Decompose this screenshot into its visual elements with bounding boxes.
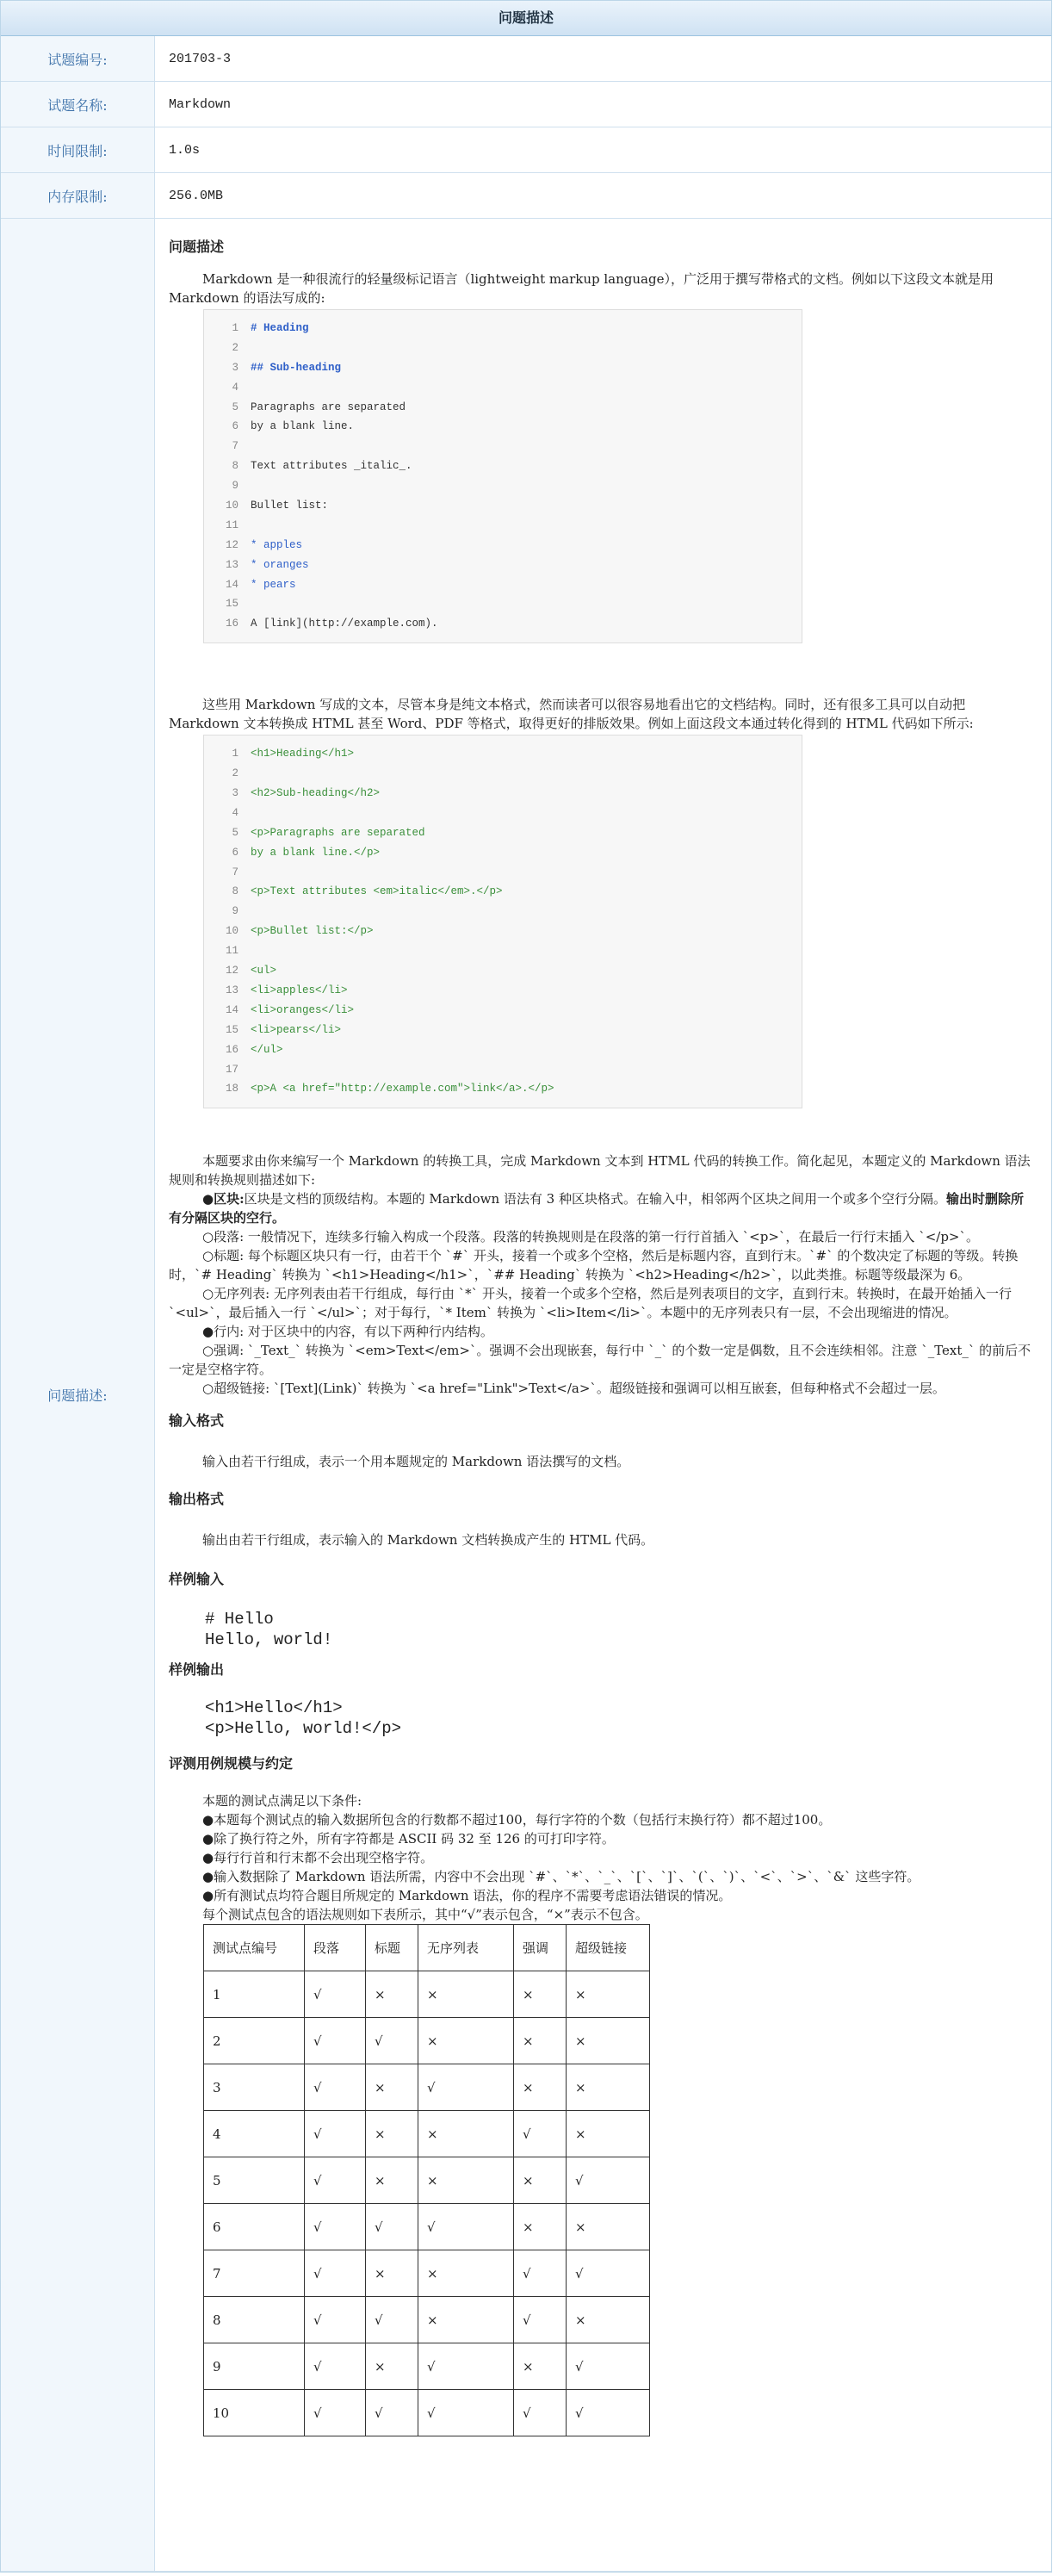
code-text: ## Sub-heading (251, 361, 342, 374)
table-header-cell: 无序列表 (418, 1925, 514, 1971)
table-row (204, 2343, 650, 2390)
line-number: 10 (225, 925, 238, 938)
table-cell: √ (567, 2157, 650, 2204)
table-header-cell: 超级链接 (567, 1925, 650, 1971)
table-cell: √ (514, 2111, 567, 2157)
table-cell: × (418, 2018, 514, 2064)
info-label: 试题名称: (1, 82, 155, 127)
paragraph: Markdown 是一种很流行的轻量级标记语言（lightweight markup language），广泛用于撰写带格式的文档。例如以下这段文本就是用 Markdown 的语法写成的: (169, 271, 994, 306)
line-number: 16 (225, 1043, 238, 1056)
table-cell: √ (305, 2390, 366, 2436)
code-line (204, 417, 802, 437)
line-number: 4 (232, 806, 238, 819)
table-header-cell: 标题 (366, 1925, 418, 1971)
code-line (204, 823, 802, 843)
info-row-memory (1, 173, 1051, 219)
code-line (204, 338, 802, 358)
table-cell: √ (418, 2343, 514, 2390)
table-cell: × (366, 2343, 418, 2390)
line-number: 2 (232, 341, 238, 354)
code-line (204, 536, 802, 556)
table-cell: √ (418, 2204, 514, 2250)
table-header-row (204, 1925, 650, 1971)
table-cell: × (366, 2064, 418, 2111)
table-cell: × (514, 2018, 567, 2064)
table-cell: × (366, 1971, 418, 2018)
rule-item (169, 1189, 1032, 1227)
code-line (204, 398, 802, 418)
code-line (204, 1079, 802, 1099)
code-line (204, 784, 802, 804)
code-text: <li>oranges</li> (251, 1003, 355, 1016)
table-cell: √ (366, 2204, 418, 2250)
code-text: <p>A <a href="http://example.com">link</a>.</p> (251, 1083, 554, 1096)
table-row (204, 2390, 650, 2436)
line-number: 8 (232, 885, 238, 898)
table-cell: 10 (204, 2390, 305, 2436)
code-text: A [link](http://example.com). (251, 618, 438, 630)
section-title: 输出格式 (169, 1491, 225, 1508)
table-cell: 1 (204, 1971, 305, 2018)
paragraph: 本题要求由你来编写一个 Markdown 的转换工具，完成 Markdown 文本到 HTML 代码的转换工作。简化起见，本题定义的 Markdown 语法规则和转换规则描述如下: (169, 1153, 1031, 1189)
rule-item: ●行内: 对于区块中的内容，有以下两种行内结构。 (202, 1324, 493, 1340)
line-number: 13 (225, 558, 238, 571)
table-header-cell: 段落 (305, 1925, 366, 1971)
table-cell: × (514, 2343, 567, 2390)
code-line (204, 902, 802, 922)
line-number: 6 (232, 420, 238, 433)
info-value: 201703-3 (169, 51, 232, 66)
line-number: 11 (225, 945, 238, 958)
line-number: 10 (225, 500, 238, 512)
sample-line: <p>Hello, world!</p> (205, 1719, 402, 1739)
code-line (204, 922, 802, 941)
table-cell: 2 (204, 2018, 305, 2064)
code-line (204, 843, 802, 863)
table-cell: 5 (204, 2157, 305, 2204)
section-title: 问题描述 (169, 239, 225, 255)
table-row (204, 2018, 650, 2064)
table-cell: √ (514, 2250, 567, 2297)
paragraph: 本题的测试点满足以下条件: (202, 1793, 362, 1809)
table-cell: √ (418, 2064, 514, 2111)
table-row (204, 2250, 650, 2297)
info-label: 内存限制: (1, 173, 155, 218)
code-line (204, 456, 802, 476)
info-value: 256.0MB (169, 188, 224, 203)
line-number: 9 (232, 905, 238, 918)
table-header-cell: 强调 (514, 1925, 567, 1971)
code-text: * oranges (251, 558, 309, 571)
description-label: 问题描述: (1, 219, 155, 2571)
line-number: 15 (225, 1023, 238, 1036)
code-line (204, 1021, 802, 1040)
table-cell: 3 (204, 2064, 305, 2111)
line-number: 12 (225, 965, 238, 978)
code-line (204, 744, 802, 764)
info-value: 1.0s (169, 142, 201, 158)
code-line (204, 378, 802, 398)
sample-input (169, 1609, 1032, 1650)
table-row (204, 1971, 650, 2018)
line-number: 5 (232, 826, 238, 839)
table-cell: × (366, 2111, 418, 2157)
table-cell: × (418, 2297, 514, 2343)
code-line (204, 556, 802, 575)
table-cell: √ (305, 2297, 366, 2343)
table-cell: × (567, 2064, 650, 2111)
rule-item: ●所有测试点均符合题目所规定的 Markdown 语法，你的程序不需要考虑语法错误的情况。 (202, 1888, 732, 1904)
rule-item: ○强调: `_Text_` 转换为 `<em>Text</em>`。强调不会出现嵌套，每行中 `_` 的个数一定是偶数，且不会连续相邻。注意 `_Text_` 的前后不一定是空格字符。 (169, 1343, 1031, 1378)
table-cell: 6 (204, 2204, 305, 2250)
table-row (204, 2111, 650, 2157)
table-cell: √ (514, 2297, 567, 2343)
rule-item: ○标题: 每个标题区块只有一行，由若干个 `#` 开头，接着一个或多个空格，然后是标题内容，直到行末。`#` 的个数决定了标题的等级。转换时，`# Heading` 转换为 `<h1>Heading</h1>`，`## Heading` 转换为 `<h2>Heading</h2>`，以此类推。标题等级最深为 6。 (169, 1248, 1019, 1283)
table-cell: √ (567, 2343, 650, 2390)
table-cell: × (514, 2157, 567, 2204)
code-line (204, 1040, 802, 1060)
table-cell: × (418, 2157, 514, 2204)
code-line (204, 358, 802, 378)
description-row (1, 219, 1051, 2572)
rule-item: ○段落: 一般情况下，连续多行输入构成一个段落。段落的转换规则是在段落的第一行行首插入 `<p>`，在最后一行行末插入 `</p>`。 (202, 1229, 979, 1245)
table-cell: √ (567, 2390, 650, 2436)
table-cell: 9 (204, 2343, 305, 2390)
code-block-html (203, 735, 802, 1108)
info-label: 试题编号: (1, 36, 155, 81)
code-line (204, 941, 802, 961)
line-number: 4 (232, 381, 238, 394)
section-title: 样例输出 (169, 1661, 225, 1679)
code-line (204, 496, 802, 516)
code-block-markdown (203, 309, 802, 643)
table-cell: × (366, 2157, 418, 2204)
line-number: 15 (225, 598, 238, 611)
table-cell: √ (567, 2250, 650, 2297)
code-line (204, 516, 802, 536)
rule-bold: 输出时删除所有分隔区块的空行。 (169, 1191, 1024, 1226)
table-cell: √ (514, 2390, 567, 2436)
code-text: </ul> (251, 1043, 283, 1056)
code-text: * apples (251, 538, 303, 551)
table-cell: × (567, 2204, 650, 2250)
table-cell: 7 (204, 2250, 305, 2297)
table-cell: × (514, 2064, 567, 2111)
line-number: 7 (232, 440, 238, 453)
sample-line: Hello, world! (205, 1630, 333, 1650)
code-text: by a blank line.</p> (251, 846, 381, 859)
code-line (204, 863, 802, 883)
paragraph: 输入由若干行组成，表示一个用本题规定的 Markdown 语法撰写的文档。 (202, 1454, 630, 1470)
table-cell: √ (305, 2204, 366, 2250)
line-number: 14 (225, 578, 238, 591)
code-text: <p>Bullet list:</p> (251, 925, 374, 938)
line-number: 5 (232, 400, 238, 413)
code-line (204, 437, 802, 456)
code-line (204, 1060, 802, 1080)
table-cell: √ (305, 2343, 366, 2390)
table-row (204, 2204, 650, 2250)
line-number: 12 (225, 538, 238, 551)
rule-item: 每个测试点包含的语法规则如下表所示，其中“√”表示包含，“×”表示不包含。 (202, 1907, 648, 1923)
code-line (204, 981, 802, 1001)
coverage-table (203, 1924, 650, 2436)
table-cell: × (514, 2204, 567, 2250)
section-title: 评测用例规模与约定 (169, 1755, 294, 1772)
table-cell: √ (305, 2250, 366, 2297)
code-line (204, 961, 802, 981)
description-content (155, 219, 1051, 2571)
code-text: by a blank line. (251, 420, 355, 433)
code-text: <h1>Heading</h1> (251, 748, 355, 760)
line-number: 3 (232, 787, 238, 800)
info-row-id (1, 36, 1051, 82)
table-cell: 8 (204, 2297, 305, 2343)
code-text: <p>Text attributes <em>italic</em>.</p> (251, 885, 503, 898)
rule-text: 区块是文档的顶级结构。本题的 Markdown 语法有 3 种区块格式。在输入中，相邻两个区块之间用一个或多个空行分隔。 (244, 1191, 946, 1207)
rule-item: ○无序列表: 无序列表由若干行组成，每行由 `*` 开头，接着一个或多个空格，然后是列表项目的文字，直到行末。转换时，在最开始插入一行 `<ul>`，最后插入一行 `</ul>`；对于每行，`* Item` 转换为 `<li>Item</li>`。本题中的无序列表只有一层，不会出现缩进的情况。 (169, 1286, 1012, 1321)
line-number: 6 (232, 846, 238, 859)
table-cell: √ (366, 2297, 418, 2343)
sample-line: # Hello (205, 1610, 274, 1629)
rule-item: ○超级链接: `[Text](Link)` 转换为 `<a href="Link">Text</a>`。超级链接和强调可以相互嵌套，但每种格式不会超过一层。 (202, 1381, 945, 1397)
table-cell: √ (366, 2018, 418, 2064)
table-cell: √ (305, 1971, 366, 2018)
table-cell: × (514, 1971, 567, 2018)
table-cell: × (567, 2111, 650, 2157)
line-number: 7 (232, 866, 238, 878)
section-title: 样例输入 (169, 1571, 225, 1588)
line-number: 14 (225, 1003, 238, 1016)
table-cell: × (366, 2250, 418, 2297)
rule-bold: ●区块: (202, 1191, 245, 1207)
table-cell: √ (305, 2157, 366, 2204)
page-header: 问题描述 (1, 1, 1051, 36)
info-row-time (1, 127, 1051, 173)
code-text: Text attributes _italic_. (251, 460, 412, 473)
sample-output (169, 1698, 1032, 1739)
table-cell: × (418, 1971, 514, 2018)
line-number: 18 (225, 1083, 238, 1096)
line-number: 17 (225, 1063, 238, 1076)
code-line (204, 1001, 802, 1021)
table-cell: √ (305, 2111, 366, 2157)
table-cell: × (567, 1971, 650, 2018)
table-cell: × (418, 2111, 514, 2157)
line-number: 2 (232, 767, 238, 780)
line-number: 16 (225, 618, 238, 630)
table-cell: × (567, 2297, 650, 2343)
code-text: <h2>Sub-heading</h2> (251, 787, 381, 800)
rule-item: ●除了换行符之外，所有字符都是 ASCII 码 32 至 126 的可打印字符。 (202, 1831, 615, 1847)
table-cell: √ (305, 2018, 366, 2064)
info-value: Markdown (169, 96, 232, 112)
code-line (204, 804, 802, 823)
table-cell: × (418, 2250, 514, 2297)
table-header-cell: 测试点编号 (204, 1925, 305, 1971)
line-number: 13 (225, 984, 238, 996)
code-text: Bullet list: (251, 500, 329, 512)
code-text: # Heading (251, 322, 309, 334)
code-line (204, 319, 802, 338)
code-text: <ul> (251, 965, 277, 978)
code-line (204, 594, 802, 614)
info-label: 时间限制: (1, 127, 155, 172)
rule-item: ●本题每个测试点的输入数据所包含的行数都不超过100，每行字符的个数（包括行末换行符）都不超过100。 (202, 1812, 832, 1828)
line-number: 3 (232, 361, 238, 374)
line-number: 11 (225, 518, 238, 531)
code-line (204, 614, 802, 634)
line-number: 9 (232, 480, 238, 493)
section-title: 输入格式 (169, 1412, 225, 1430)
table-row (204, 2297, 650, 2343)
code-text: <li>pears</li> (251, 1023, 342, 1036)
paragraph: 输出由若干行组成，表示输入的 Markdown 文档转换成产生的 HTML 代码。 (202, 1532, 654, 1549)
line-number: 8 (232, 460, 238, 473)
code-text: <p>Paragraphs are separated (251, 826, 425, 839)
sample-line: <h1>Hello</h1> (205, 1698, 343, 1718)
code-line (204, 476, 802, 496)
code-line (204, 764, 802, 784)
table-cell: × (567, 2018, 650, 2064)
code-line (204, 882, 802, 902)
code-line (204, 575, 802, 595)
code-text: * pears (251, 578, 296, 591)
rule-item: ●输入数据除了 Markdown 语法所需，内容中不会出现 `#`、`*`、`_`、`[`、`]`、`(`、`)`、`<`、`>`、`&` 这些字符。 (202, 1869, 920, 1885)
table-cell: 4 (204, 2111, 305, 2157)
line-number: 1 (232, 322, 238, 334)
table-row (204, 2064, 650, 2111)
rule-item: ●每行行首和行末都不会出现空格字符。 (202, 1850, 434, 1866)
line-number: 1 (232, 748, 238, 760)
table-cell: √ (305, 2064, 366, 2111)
table-cell: √ (418, 2390, 514, 2436)
code-text: <li>apples</li> (251, 984, 348, 996)
table-row (204, 2157, 650, 2204)
table-cell: √ (366, 2390, 418, 2436)
paragraph: 这些用 Markdown 写成的文本，尽管本身是纯文本格式，然而读者可以很容易地看出它的文档结构。同时，还有很多工具可以自动把 Markdown 文本转换成 HTML 甚至 Word、PDF 等格式，取得更好的排版效果。例如上面这段文本通过转化得到的 HTML 代码如下所示: (169, 697, 974, 732)
code-text: Paragraphs are separated (251, 400, 406, 413)
info-row-name (1, 82, 1051, 127)
